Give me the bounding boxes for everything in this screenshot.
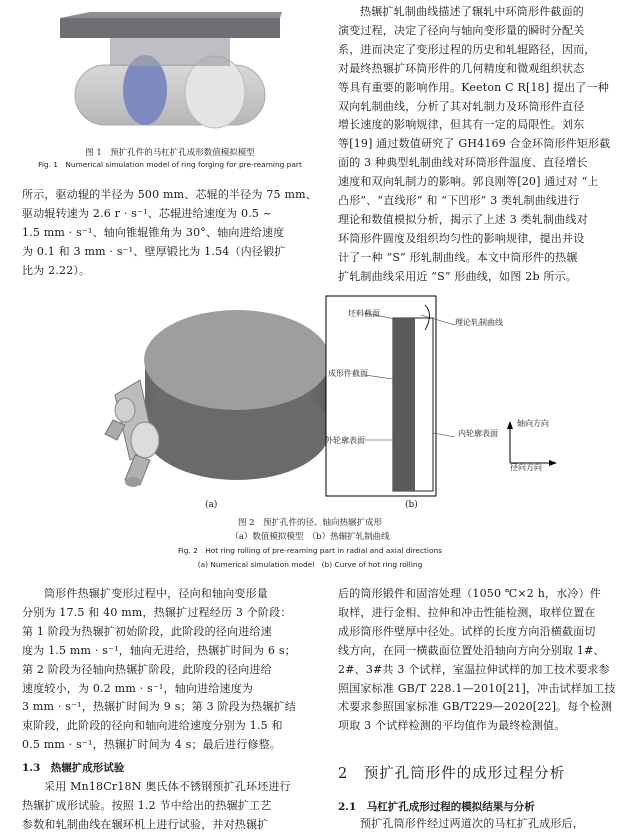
right-paragraph-bottom (338, 585, 620, 736)
label-inner-contour: 内轮廓表面 (458, 429, 498, 438)
text-line: 度为 1.5 mm · s⁻¹，轴向无进给，热辗扩时间为 6 s； (22, 643, 296, 657)
figure-2-caption-cn: 图 2 预扩孔件的径、轴向热辗扩成形 (237, 518, 383, 528)
text-line: 0.5 mm · s⁻¹，热辗扩时间为 4 s；最后进行修整。 (22, 738, 282, 752)
text-line: 后的筒形锻件和固溶处理（1050 ℃×2 h，水冷）件 (338, 587, 601, 600)
label-outer-contour: 外轮廓表面 (325, 436, 365, 445)
text-line: 增长速度的影响规律，但其有一定的局限性。刘东 (338, 118, 585, 132)
label-axial-direction: 轴向方向 (517, 419, 549, 428)
section-2-1-heading: 2.1 马杠扩孔成形过程的模拟结果与分析 (338, 801, 535, 813)
text-line: 理论和数值模拟分析，揭示了上述 3 类轧制曲线对 (338, 212, 588, 226)
text-line: 线方向，在同一横截面位置处沿轴向方向分别取 1#、 (338, 643, 605, 657)
text-line: 为 0.1 和 3 mm · s⁻¹、壁厚锻比为 1.54（内径锻扩 (22, 244, 286, 258)
text-line: 成形筒形件壁厚中径处。试样的长度方向沿横截面切 (338, 624, 596, 638)
text-line: 照国家标准 GB/T 228.1—2010[21]，冲击试样加工技 (338, 681, 616, 695)
text-line: 参数和轧制曲线在辗环机上进行试验，并对热辗扩 (22, 817, 269, 831)
left-paragraph-bottom (22, 585, 318, 755)
figure-1-caption-cn: 图 1 预扩孔件的马杠扩孔成形数值模拟模型 (85, 148, 255, 158)
text-line: 等[19] 通过数值研究了 GH4169 合金环筒形件矩形截 (338, 137, 611, 151)
label-theory-curve: 理论轧制曲线 (455, 318, 503, 327)
figure-2-sub-en: (a) Numerical simulation model (b) Curve of hot ring rolling (197, 559, 423, 569)
text-line: 3 mm · s⁻¹，热辗扩时间为 9 s；第 3 阶段为热辗扩结 (22, 700, 296, 714)
text-line: 速度较小，为 0.2 mm · s⁻¹，轴向进给速度为 (22, 681, 254, 695)
text-line: 系，进而决定了变形过程的历史和轧辊路径，因而， (338, 42, 596, 56)
right-paragraph-top (338, 3, 620, 287)
text-line: 等具有重要的影响作用。Keeton C R[18] 提出了一种 (338, 80, 610, 94)
text-line: 速度和双向轧制力的影响。郭良刚等[20] 通过对 “上 (338, 175, 599, 189)
text-line: 采用 Mn18Cr18N 奥氏体不锈钢预扩孔环坯进行 (44, 780, 291, 793)
text-line: 计了一种 “S” 形轧制曲线。本文中筒形件的热辗 (338, 250, 578, 264)
text-line: 面的 3 种典型轧制曲线对环筒形件温度、直径增长 (338, 156, 588, 170)
figure-2a-image (95, 300, 345, 500)
text-line: 预扩孔筒形件经过两道次的马杠扩孔成形后， (360, 817, 584, 830)
figure-2b-label: (b) (405, 500, 418, 510)
text-line: 取样，进行金相、拉伸和冲击性能检测，取样位置在 (338, 605, 596, 619)
text-line: 演变过程，决定了径向与轴向变形量的瞬时分配关 (338, 23, 585, 37)
figure-1-caption (20, 147, 320, 171)
text-line: 比为 2.22）。 (22, 263, 91, 277)
figure-2a-label: (a) (205, 500, 218, 510)
text-line: 束阶段，此阶段的径向和轴向进给速度分别为 1.5 和 (22, 719, 283, 733)
text-line: 扩轧制曲线采用近 “S” 形曲线，如图 2b 所示。 (338, 269, 578, 283)
text-line: 第 1 阶段为热辗扩初始阶段，此阶段的径向进给速 (22, 624, 272, 638)
text-line: 第 2 阶段为径轴向热辗扩阶段，此阶段的径向进给 (22, 662, 272, 676)
figure-2-sub-cn: （a）数值模拟模型 （b）热辗扩轧制曲线 (230, 531, 390, 542)
text-line: 对最终热辗扩环筒形件的几何精度和微观组织状态 (338, 61, 585, 75)
figure-1-caption-en: Fig. 1 Numerical simulation model of ring forging for pre-reaming part (38, 160, 302, 169)
text-line: 凸形”、“直线形” 和 “下凹形” 3 类轧制曲线进行 (338, 194, 580, 208)
text-line: 环筒形件圆度及组织均匀性的影响规律，提出并设 (338, 231, 585, 245)
text-line: 分别为 17.5 和 40 mm，热辗扩过程经历 3 个阶段： (22, 605, 292, 619)
text-line: 所示，驱动辊的半径为 500 mm、芯辊的半径为 75 mm、 (22, 188, 317, 201)
text-line: 热辗扩成形试验。按照 1.2 节中给出的热辗扩工艺 (22, 798, 272, 812)
text-line: 1.5 mm · s⁻¹、轴向锥辊锥角为 30°、轴向进给速度 (22, 225, 285, 239)
label-formed-section: 成形件截面 (328, 369, 368, 378)
label-blank-section: 坯料截面 (348, 309, 380, 318)
section-1-3-heading: 1.3 热辗扩成形试验 (22, 762, 125, 774)
figure-1-image (50, 10, 290, 140)
text-line: 驱动辊转速为 2.6 r · s⁻¹、芯辊进给速度为 0.5 ~ (22, 206, 273, 220)
figure-2-caption (100, 517, 520, 571)
text-line: 项取 3 个试样检测的平均值作为最终检测值。 (338, 719, 566, 733)
section-1-3-body (22, 778, 318, 835)
figure-2-caption-en: Fig. 2 Hot ring rolling of pre-reaming part in radial and axial directions (177, 546, 443, 555)
left-paragraph-top (22, 186, 318, 281)
label-radial-direction: 径向方向 (510, 463, 542, 472)
text-line: 热辗扩轧制曲线描述了辗轧中环筒形件截面的 (360, 5, 584, 18)
section-2-1-body (360, 815, 620, 834)
text-line: 筒形件热辗扩变形过程中，径向和轴向变形量 (44, 587, 268, 600)
text-line: 术要求参照国家标准 GB/T229—2020[22]。每个检测 (338, 700, 613, 714)
text-line: 2#、3#共 3 个试样，室温拉伸试样的加工技术要求参 (338, 662, 610, 676)
section-2-heading: 2 预扩孔筒形件的成形过程分析 (338, 766, 566, 782)
text-line: 双向轧制曲线，分析了其对轧制力及环筒形件直径 (338, 99, 585, 113)
